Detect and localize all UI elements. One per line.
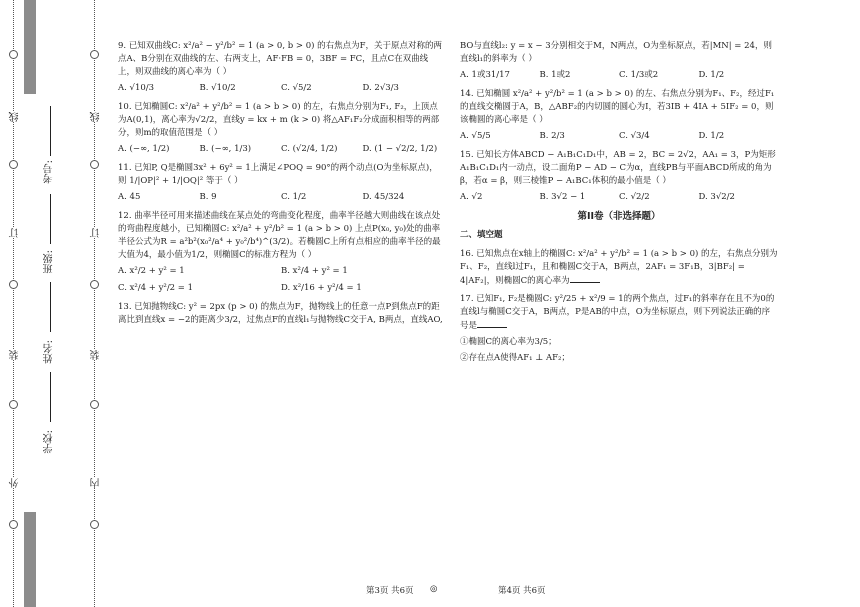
option-b: B. x²/4 + y² = 1 <box>281 266 348 276</box>
option-c: C. x²/4 + y²/2 = 1 <box>118 283 194 293</box>
option-d: D. 1/2 <box>698 70 725 80</box>
question-14 <box>460 88 778 143</box>
option-c: C. (√2/4, 1/2) <box>281 144 338 154</box>
option-a: A. (−∞, 1/2) <box>118 144 170 154</box>
page-4-column <box>460 40 778 370</box>
inner-mark-line: 线 <box>91 112 102 122</box>
binding-circle <box>90 160 99 169</box>
name-blank <box>50 282 51 332</box>
outer-mark-line: 线 <box>10 112 21 122</box>
question-14-options <box>460 130 778 143</box>
outer-mark-pack: 装 <box>10 350 21 360</box>
name-label: 姓名: <box>44 340 55 364</box>
option-c: C. 1/3或2 <box>619 70 659 80</box>
center-mark-icon: ◎ <box>430 584 438 594</box>
outer-mark-outside: 外 <box>10 478 21 488</box>
binding-circle <box>90 400 99 409</box>
question-17-item-1: ①椭圆C的离心率为3/5； <box>460 337 557 347</box>
binding-circle <box>90 280 99 289</box>
option-c: C. √3/4 <box>619 131 650 141</box>
option-d: D. x²/16 + y²/4 = 1 <box>281 283 362 293</box>
question-17-text: 17. 已知F₁, F₂是椭圆C: y²/25 + x²/9 = 1的两个焦点，过F₁的斜率存在且不为0的直线l与椭圆C交于A，B两点，P是AB的中点，O为坐标原点，则下列说法正确的序号是 <box>460 294 775 331</box>
page-4-footer: 第4页 共6页 <box>498 586 546 596</box>
class-blank <box>50 194 51 244</box>
binding-circle <box>9 160 18 169</box>
option-b: B. 9 <box>199 192 217 202</box>
question-14-text: 14. 已知椭圆 x²/a² + y²/b² = 1 (a > b > 0) 的左、右焦点分别为F₁、F₂，经过F₁的直线交椭圆于A，B，△ABF₂的内切圆的圆心为I，若3IB + 4IA + 5IF₂ = 0，则该椭圆的离心率是（ ） <box>460 89 775 125</box>
option-c: C. 1/2 <box>281 192 307 202</box>
question-13-continued-text: BO与直线l₂: y = x − 3分别相交于M，N两点，O为坐标原点，若|MN| = 24，则直线l₁的斜率为（ ） <box>460 41 772 64</box>
question-11 <box>118 162 444 204</box>
option-a: A. √5/5 <box>460 131 491 141</box>
margin-gray-bar-top <box>24 0 36 94</box>
question-13-continued <box>460 40 778 82</box>
question-15 <box>460 149 778 204</box>
school-blank <box>50 372 51 422</box>
option-a: A. √2 <box>460 192 483 202</box>
option-b: B. 1或2 <box>539 70 571 80</box>
exam-no-blank <box>50 106 51 156</box>
question-16 <box>460 248 778 288</box>
binding-circle <box>9 400 18 409</box>
question-9 <box>118 40 444 95</box>
question-16-text: 16. 已知焦点在x轴上的椭圆C: x²/a² + y²/b² = 1 (a > b > 0) 的左，右焦点分别为F₁、F₂，直线l过F₁，且和椭圆C交于A，B两点，2AF₁ = 3F₁B，3|BF₂| = 4|AF₂|，则椭圆C的离心率为 <box>460 249 778 286</box>
question-13 <box>118 301 444 327</box>
option-b: B. (−∞, 1/3) <box>199 144 252 154</box>
answer-blank <box>570 274 600 283</box>
school-label: 学校: <box>44 430 55 454</box>
question-13-options <box>460 69 778 82</box>
question-10-options <box>118 143 444 156</box>
option-a: A. √10/3 <box>118 83 155 93</box>
page-3-column <box>118 40 444 332</box>
question-11-options <box>118 191 444 204</box>
option-a: A. 45 <box>118 192 141 202</box>
question-15-options <box>460 191 778 204</box>
question-13-text: 13. 已知抛物线C: y² = 2px (p > 0) 的焦点为F，抛物线上的任意一点P到焦点F的距离比到直线x = −2的距离少3/2，过焦点F的直线l₁与抛物线C交于A, B两点，直线AO, <box>118 302 443 325</box>
question-10-text: 10. 已知椭圆C: x²/a² + y²/b² = 1 (a > b > 0) 的左，右焦点分别为F₁, F₂，上顶点为A(0,1)，离心率为√2/2，直线y = kx + m (k > 0) 将△AF₁F₂分成面积相等的两部分，则m的取值范围是（ ） <box>118 102 440 138</box>
inner-mark-bind: 订 <box>91 228 102 238</box>
inner-mark-pack: 装 <box>91 350 102 360</box>
option-a: A. 1或31/17 <box>460 70 510 80</box>
question-17 <box>460 293 778 365</box>
option-b: B. 2/3 <box>539 131 565 141</box>
option-c: C. √5/2 <box>281 83 312 93</box>
option-d: D. 45/324 <box>362 192 405 202</box>
binding-margin <box>0 0 108 607</box>
binding-circle <box>9 520 18 529</box>
question-10 <box>118 101 444 156</box>
exam-no-label: 考号: <box>44 160 55 184</box>
question-9-text: 9. 已知双曲线C: x²/a² − y²/b² = 1 (a > 0, b > 0) 的右焦点为F，关于原点对称的两点A、B分别在双曲线的左、右两支上，AF·FB = 0，3BF = FC，且点C在双曲线上，则双曲线的离心率为（ ） <box>118 41 443 77</box>
answer-blank <box>477 319 507 328</box>
section-title: 第II卷（非选择题） <box>577 211 661 222</box>
margin-gray-bar-bottom <box>24 512 36 607</box>
binding-circle <box>90 50 99 59</box>
question-12-text: 12. 曲率半径可用来描述曲线在某点处的弯曲变化程度，曲率半径越大则曲线在该点处的弯曲程度越小，已知椭圆C: x²/a² + y²/b² = 1 (a > b > 0) 上点P(x₀, y₀)处的曲率半径公式为R = a²b²(x₀²/a⁴ + y₀²/b⁴)^(3/2)。若椭圆C上所有点相应的曲率半径的最大值为4，最小值为1/2，则椭圆C的标准方程为（ ） <box>118 211 441 260</box>
option-d: D. 2√3/3 <box>362 83 399 93</box>
inner-mark-inside: 内 <box>91 478 102 488</box>
binding-circle <box>9 280 18 289</box>
option-b: B. √10/2 <box>199 83 236 93</box>
question-9-options <box>118 82 444 95</box>
question-17-item-2: ②存在点A使得AF₁ ⊥ AF₂； <box>460 353 570 363</box>
outer-mark-bind: 订 <box>10 228 21 238</box>
option-d: D. 1/2 <box>698 131 725 141</box>
option-b: B. 3√2 − 1 <box>539 192 586 202</box>
page-3-footer: 第3页 共6页 <box>366 586 414 596</box>
option-c: C. √2/2 <box>619 192 650 202</box>
option-d: D. (1 − √2/2, 1/2) <box>362 144 438 154</box>
question-11-text: 11. 已知P, Q是椭圆3x² + 6y² = 1上满足∠POQ = 90°的两个动点(O为坐标原点)，则 1/|OP|² + 1/|OQ|² 等于（ ） <box>118 163 438 186</box>
binding-circle <box>9 50 18 59</box>
outer-dotted-line <box>13 0 14 607</box>
fill-blank-heading: 二、填空题 <box>460 230 503 240</box>
binding-circle <box>90 520 99 529</box>
question-12 <box>118 210 444 295</box>
question-15-text: 15. 已知长方体ABCD − A₁B₁C₁D₁中，AB = 2，BC = 2√2，AA₁ = 3，P为矩形A₁B₁C₁D₁内一动点，设二面角P − AD − C为α，直线PB与平面ABCD所成的角为β，若α = β，则三棱锥P − A₁BC₁体积的最小值是（ ） <box>460 150 776 186</box>
inner-dotted-line <box>94 0 95 607</box>
question-12-options <box>118 265 444 295</box>
option-a: A. x²/2 + y² = 1 <box>118 266 185 276</box>
class-label: 班级: <box>44 250 55 274</box>
option-d: D. 3√2/2 <box>698 192 735 202</box>
